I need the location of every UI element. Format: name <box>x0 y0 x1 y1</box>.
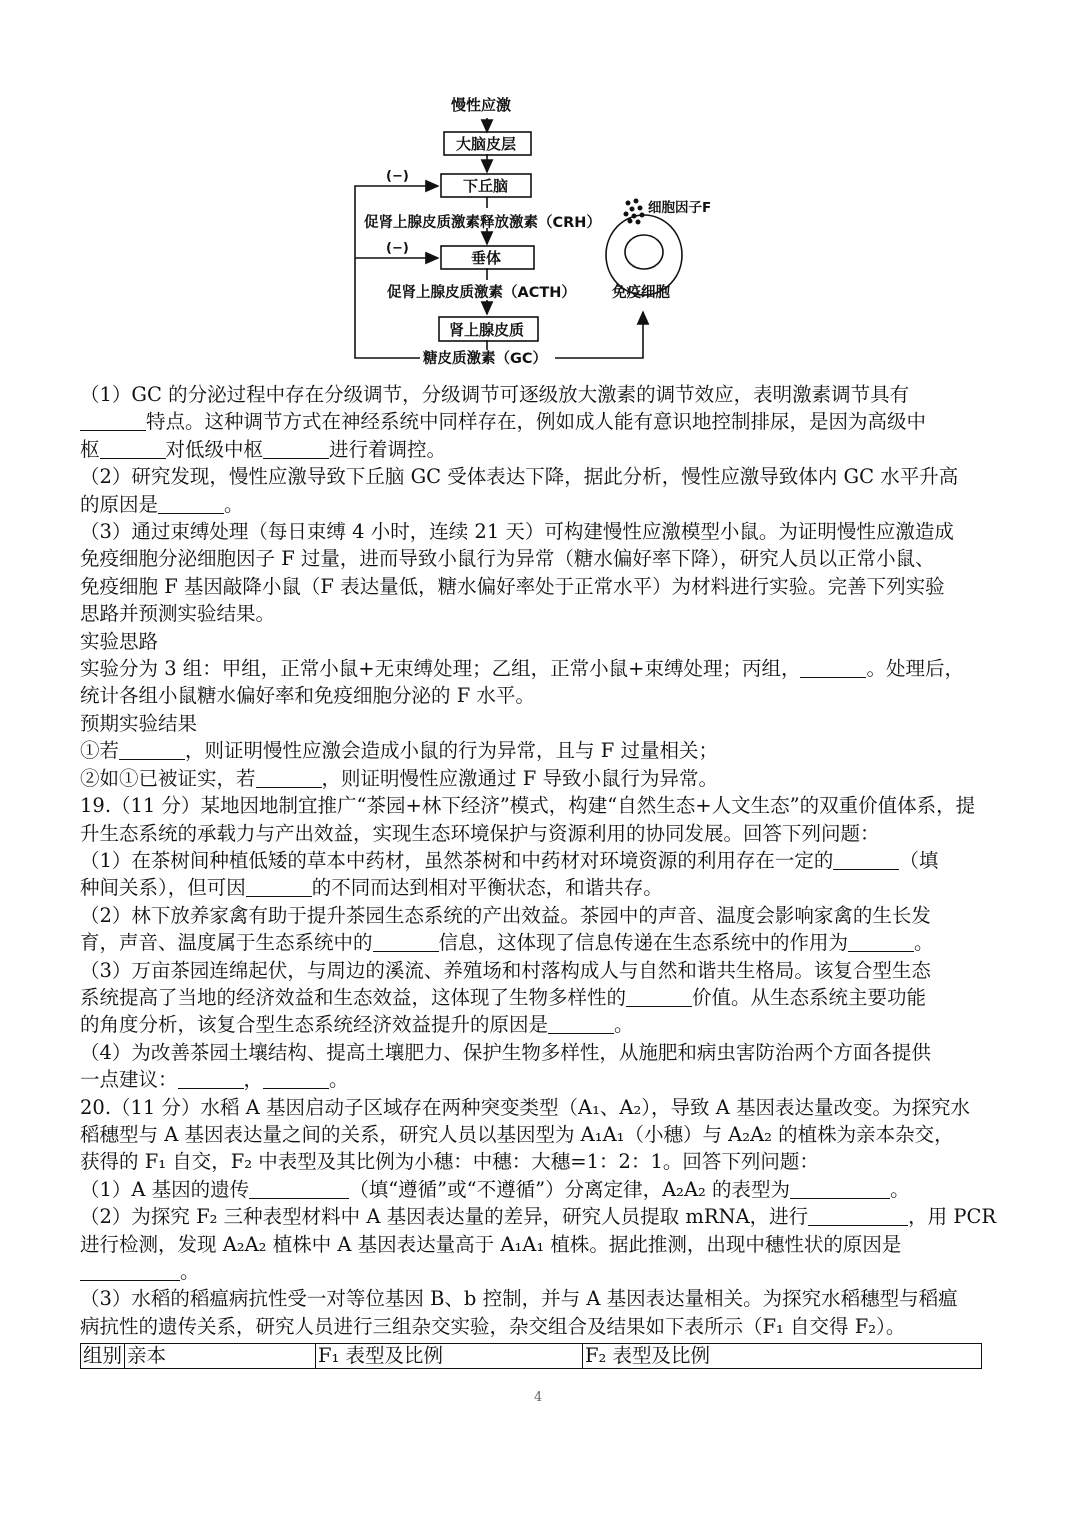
answer-blank[interactable] <box>263 1068 329 1089</box>
text-segment: 实验分为 3 组：甲组，正常小鼠+无束缚处理；乙组，正常小鼠+束缚处理；丙组， <box>80 657 801 681</box>
text-segment: 19.（11 分）某地因地制宜推广“茶园+林下经济”模式，构建“自然生态+人文生态”的双重价值体系，提 <box>80 794 976 818</box>
table-header-group: 组别 <box>81 1344 125 1369</box>
text-segment: 价值。从生态系统主要功能 <box>692 985 927 1009</box>
answer-blank[interactable] <box>790 1178 890 1199</box>
text-line <box>80 820 1002 847</box>
text-line <box>80 1121 1002 1148</box>
label-acth: 促肾上腺皮质激素（ACTH） <box>387 285 576 301</box>
label-hypothalamus: 下丘脑 <box>463 177 509 195</box>
text-line <box>80 1203 1002 1230</box>
text-segment: 。 <box>224 492 244 516</box>
text-line <box>80 792 1002 819</box>
answer-blank[interactable] <box>158 493 224 514</box>
text-segment: （3）水稻的稻瘟病抗性受一对等位基因 B、b 控制，并与 A 基因表达量相关。为探究水稻穗型与稻瘟 <box>80 1287 958 1311</box>
text-line <box>80 463 1002 490</box>
hpa-axis-diagram <box>0 0 1080 380</box>
answer-blank[interactable] <box>548 1013 614 1034</box>
text-line <box>80 1313 1002 1340</box>
text-line <box>80 1011 1002 1038</box>
text-line <box>80 1231 1002 1258</box>
text-segment: （2）林下放养家禽有助于提升茶园生态系统的产出效益。茶园中的声音、温度会影响家禽的生长发 <box>80 903 931 927</box>
text-segment: （填 <box>899 848 939 872</box>
text-segment: 进行检测，发现 A₂A₂ 植株中 A 基因表达量高于 A₁A₁ 植株。据此推测，出现中穗性状的原因是 <box>80 1232 902 1256</box>
text-line <box>80 600 1002 627</box>
text-line <box>80 902 1002 929</box>
text-segment: 20.（11 分）水稻 A 基因启动子区域存在两种突变类型（A₁、A₂），导致 A 基因表达量改变。为探究水 <box>80 1095 971 1119</box>
label-gc: 糖皮质激素（GC） <box>423 351 548 367</box>
text-segment: （2）研究发现，慢性应激导致下丘脑 GC 受体表达下降，据此分析，慢性应激导致体内 GC 水平升高 <box>80 465 959 489</box>
answer-blank[interactable] <box>263 438 329 459</box>
text-line <box>80 847 1002 874</box>
text-segment: 。 <box>614 1013 634 1037</box>
text-segment: 一点建议： <box>80 1068 178 1092</box>
text-segment: 。 <box>180 1260 200 1283</box>
text-segment: 信息，这体现了信息传递在生态系统中的作用为 <box>438 931 849 955</box>
question-text <box>80 381 1002 1340</box>
label-immune-cell: 免疫细胞 <box>612 285 670 301</box>
text-segment: （1）GC 的分泌过程中存在分级调节，分级调节可逐级放大激素的调节效应，表明激素调节具有 <box>80 383 910 406</box>
text-line <box>80 682 1002 709</box>
text-line <box>80 436 1002 463</box>
text-line <box>80 929 1002 956</box>
answer-blank[interactable] <box>833 849 899 870</box>
label-negative-2: (−) <box>386 241 409 256</box>
text-segment: （2）为探究 F₂ 三种表型材料中 A 基因表达量的差异，研究人员提取 mRNA，进行 <box>80 1205 809 1229</box>
text-line <box>80 710 1002 737</box>
text-segment: ，则证明慢性应激会造成小鼠的行为异常，且与 F 过量相关； <box>185 739 718 763</box>
answer-blank[interactable] <box>100 438 166 459</box>
text-line <box>80 491 1002 518</box>
table-header-f1: F₁ 表型及比例 <box>316 1344 583 1369</box>
label-pituitary: 垂体 <box>471 249 502 267</box>
text-line <box>80 628 1002 655</box>
label-stress: 慢性应激 <box>451 96 512 114</box>
answer-blank[interactable] <box>256 767 322 788</box>
cross-experiment-table <box>80 1343 982 1369</box>
text-line <box>80 1039 1002 1066</box>
answer-blank[interactable] <box>626 986 692 1007</box>
text-segment: 。 <box>329 1068 349 1092</box>
text-segment: 病抗性的遗传关系，研究人员进行三组杂交实验，杂交组合及结果如下表所示（F₁ 自交得 F₂）。 <box>80 1314 906 1338</box>
answer-blank[interactable] <box>249 1178 349 1199</box>
text-segment: 。 <box>914 931 934 955</box>
text-line <box>80 655 1002 682</box>
page-number: 4 <box>534 1390 543 1405</box>
text-segment: （1）A 基因的遗传 <box>80 1177 250 1201</box>
answer-blank[interactable] <box>808 1205 908 1226</box>
text-segment: （1）在茶树间种植低矮的草本中药材，虽然茶树和中药材对环境资源的利用存在一定的 <box>80 848 834 872</box>
text-line <box>80 1285 1002 1312</box>
text-line <box>80 573 1002 600</box>
cytokine-dots <box>624 199 645 225</box>
text-line <box>80 1094 1002 1121</box>
text-segment: ，则证明慢性应激通过 F 导致小鼠行为异常。 <box>321 766 718 790</box>
text-line <box>80 765 1002 792</box>
text-segment: ②如①已被证实，若 <box>80 766 256 790</box>
text-segment: 种间关系），但可因 <box>80 876 246 900</box>
text-segment: 的原因是 <box>80 492 159 516</box>
answer-blank[interactable] <box>848 931 914 952</box>
text-segment: 枢 <box>80 437 100 461</box>
text-segment: 特点。这种调节方式在神经系统中同样存在，例如成人能有意识地控制排尿，是因为高级中 <box>146 410 927 434</box>
text-segment: 的角度分析，该复合型生态系统经济效益提升的原因是 <box>80 1013 549 1037</box>
table-header-parents: 亲本 <box>125 1344 316 1369</box>
text-segment: （4）为改善茶园土壤结构、提高土壤肥力、保护生物多样性，从施肥和病虫害防治两个方面各提供 <box>80 1040 931 1064</box>
text-segment: 育，声音、温度属于生态系统中的 <box>80 931 373 955</box>
text-segment: 预期实验结果 <box>80 711 198 735</box>
text-segment: 实验思路 <box>80 629 159 653</box>
text-segment: 获得的 F₁ 自交，F₂ 中表型及其比例为小穗：中穗：大穗=1：2：1。回答下列问题： <box>80 1150 819 1174</box>
text-segment: 。处理后， <box>866 657 964 681</box>
text-line <box>80 381 1002 408</box>
text-line <box>80 1066 1002 1093</box>
text-line <box>80 737 1002 764</box>
text-line <box>80 408 1002 435</box>
answer-blank[interactable] <box>246 876 312 897</box>
text-segment: 统计各组小鼠糖水偏好率和免疫细胞分泌的 F 水平。 <box>80 684 535 708</box>
answer-blank[interactable] <box>373 931 439 952</box>
text-line <box>80 874 1002 901</box>
label-cytokine-f: 细胞因子F <box>648 200 712 216</box>
text-segment: 升生态系统的承载力与产出效益，实现生态环境保护与资源利用的协同发展。回答下列问题： <box>80 821 880 845</box>
text-segment: 对低级中枢 <box>165 437 264 461</box>
answer-blank[interactable] <box>800 657 866 678</box>
answer-blank[interactable] <box>80 1260 180 1281</box>
label-adrenal: 肾上腺皮质 <box>449 321 525 339</box>
text-line <box>80 984 1002 1011</box>
text-segment: 系统提高了当地的经济效益和生态效益，这体现了生物多样性的 <box>80 985 627 1009</box>
label-crh: 促肾上腺皮质激素释放激素（CRH） <box>364 215 601 231</box>
text-line <box>80 957 1002 984</box>
answer-blank[interactable] <box>119 739 185 760</box>
text-segment: （3）通过束缚处理（每日束缚 4 小时，连续 21 天）可构建慢性应激模型小鼠。为证明慢性应激造成 <box>80 520 954 544</box>
label-negative-1: (−) <box>386 169 409 184</box>
text-segment: 思路并预测实验结果。 <box>80 602 276 626</box>
text-segment: 免疫细胞 F 基因敲降小鼠（F 表达量低，糖水偏好率处于正常水平）为材料进行实验。完善下列实验 <box>80 574 945 598</box>
table-header-f2: F₂ 表型及比例 <box>583 1344 982 1369</box>
text-segment: ，用 PCR <box>908 1205 997 1229</box>
text-segment: ， <box>243 1068 264 1092</box>
table-header-row <box>81 1344 982 1369</box>
text-line <box>80 1258 1002 1285</box>
text-segment: 。 <box>890 1177 910 1201</box>
text-line <box>80 1148 1002 1175</box>
text-line <box>80 518 1002 545</box>
text-segment: （3）万亩茶园连绵起伏，与周边的溪流、养殖场和村落构成人与自然和谐共生格局。该复合型生态 <box>80 958 931 982</box>
label-cortex: 大脑皮层 <box>456 135 517 153</box>
text-segment: 的不同而达到相对平衡状态，和谐共存。 <box>311 876 663 900</box>
answer-blank[interactable] <box>80 410 146 431</box>
text-segment: 免疫细胞分泌细胞因子 F 过量，进而导致小鼠行为异常（糖水偏好率下降），研究人员以正常小鼠、 <box>80 547 935 571</box>
text-segment: 稻穗型与 A 基因表达量之间的关系，研究人员以基因型为 A₁A₁（小穗）与 A₂A₂ 的植株为亲本杂交， <box>80 1122 954 1146</box>
text-segment: ①若 <box>80 739 120 763</box>
text-segment: （填“遵循”或“不遵循”）分离定律，A₂A₂ 的表型为 <box>349 1177 791 1201</box>
text-line <box>80 1176 1002 1203</box>
text-line <box>80 545 1002 572</box>
text-segment: 进行着调控。 <box>329 437 447 461</box>
answer-blank[interactable] <box>178 1068 244 1089</box>
